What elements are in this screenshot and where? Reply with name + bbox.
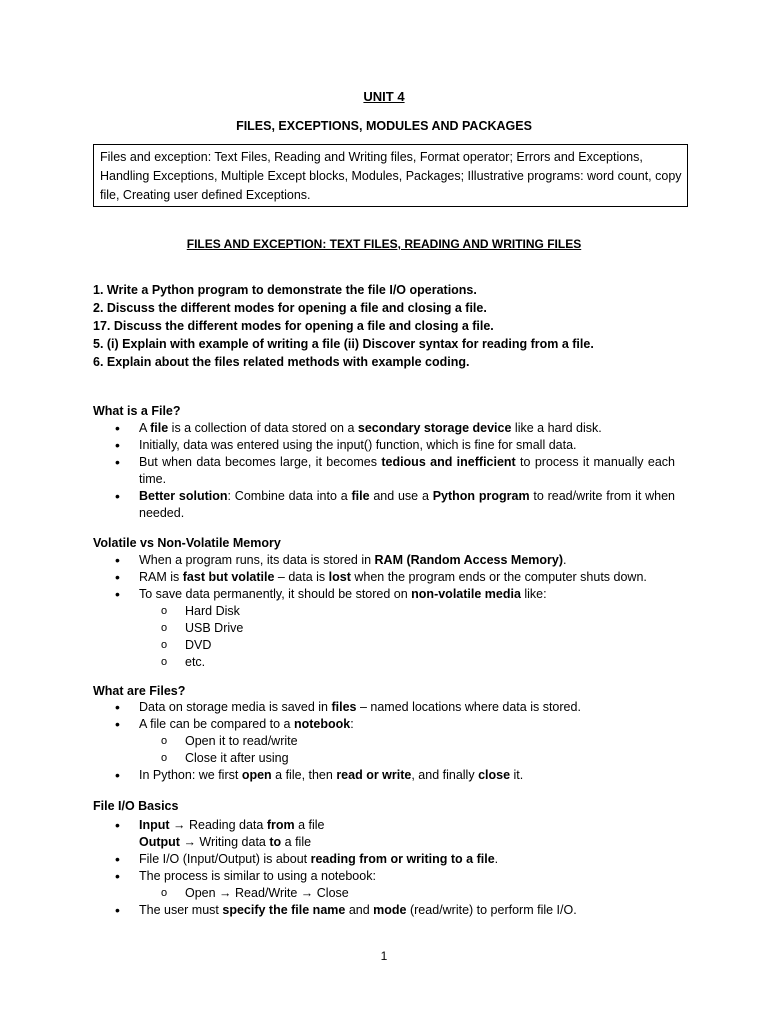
list-item: • A file is a collection of data stored on a secondary storage device like a hard disk. bbox=[115, 420, 675, 437]
list-item: • The process is similar to using a notebook: o Open → Read/Write → Close bbox=[115, 868, 675, 902]
notebook-list bbox=[139, 733, 675, 767]
sub-item: o DVD bbox=[161, 637, 675, 654]
list-item: • File I/O (Input/Output) is about reading from or writing to a file. bbox=[115, 851, 675, 868]
unit-heading: UNIT 4 bbox=[363, 89, 405, 104]
media-list bbox=[139, 603, 675, 671]
heading-what-is-file: What is a File? bbox=[93, 404, 181, 418]
question-item: 6. Explain about the files related methods with example coding. bbox=[93, 355, 470, 369]
page-number: 1 bbox=[380, 949, 388, 963]
process-list bbox=[139, 885, 675, 902]
what-is-file-list bbox=[115, 420, 675, 522]
heading-file-io: File I/O Basics bbox=[93, 799, 179, 813]
sub-item: o Open it to read/write bbox=[161, 733, 675, 750]
volatile-list bbox=[115, 552, 675, 671]
list-item: • In Python: we first open a file, then read or write, and finally close it. bbox=[115, 767, 675, 784]
sub-item: o Open → Read/Write → Close bbox=[161, 885, 675, 902]
sub-item: o etc. bbox=[161, 654, 675, 671]
sub-item: o Close it after using bbox=[161, 750, 675, 767]
list-item: • Initially, data was entered using the input() function, which is fine for small data. bbox=[115, 437, 675, 454]
question-item: 5. (i) Explain with example of writing a file (ii) Discover syntax for reading from a file. bbox=[93, 337, 594, 351]
file-io-list bbox=[115, 817, 675, 919]
list-item: • Data on storage media is saved in files – named locations where data is stored. bbox=[115, 699, 675, 716]
sub-item: o USB Drive bbox=[161, 620, 675, 637]
question-item: 2. Discuss the different modes for opening a file and closing a file. bbox=[93, 301, 487, 315]
list-item: • But when data becomes large, it becomes tedious and inefficient to process it manually each time. bbox=[115, 454, 675, 488]
question-item: 17. Discuss the different modes for opening a file and closing a file. bbox=[93, 319, 494, 333]
sub-item: o Hard Disk bbox=[161, 603, 675, 620]
section-title: FILES AND EXCEPTION: TEXT FILES, READING AND WRITING FILES bbox=[186, 237, 582, 251]
syllabus-box: Files and exception: Text Files, Reading and Writing files, Format operator; Errors and Exceptions, Handling Exceptions, Multiple Except blocks, Modules, Packages; Illustrative programs: word count, copy file, Creating user defined Exceptions. bbox=[93, 144, 688, 207]
question-item: 1. Write a Python program to demonstrate the file I/O operations. bbox=[93, 283, 477, 297]
heading-what-are-files: What are Files? bbox=[93, 684, 186, 698]
heading-volatile: Volatile vs Non-Volatile Memory bbox=[93, 536, 281, 550]
list-item: • When a program runs, its data is stored in RAM (Random Access Memory). bbox=[115, 552, 675, 569]
list-item: • A file can be compared to a notebook: o Open it to read/write o Close it after using bbox=[115, 716, 675, 767]
list-item: • Input → Reading data from a file bbox=[115, 817, 675, 834]
unit-title: FILES, EXCEPTIONS, MODULES AND PACKAGES bbox=[236, 119, 532, 133]
list-item: • To save data permanently, it should be stored on non-volatile media like: o Hard Disk o USB Drive o DVD o etc. bbox=[115, 586, 675, 671]
list-item: • Better solution: Combine data into a file and use a Python program to read/write from it when needed. bbox=[115, 488, 675, 522]
list-item: Output → Writing data to a file bbox=[139, 835, 312, 849]
what-are-files-list bbox=[115, 699, 675, 784]
question-list bbox=[93, 281, 594, 371]
list-item: • RAM is fast but volatile – data is lost when the program ends or the computer shuts down. bbox=[115, 569, 675, 586]
list-item: • The user must specify the file name and mode (read/write) to perform file I/O. bbox=[115, 902, 675, 919]
